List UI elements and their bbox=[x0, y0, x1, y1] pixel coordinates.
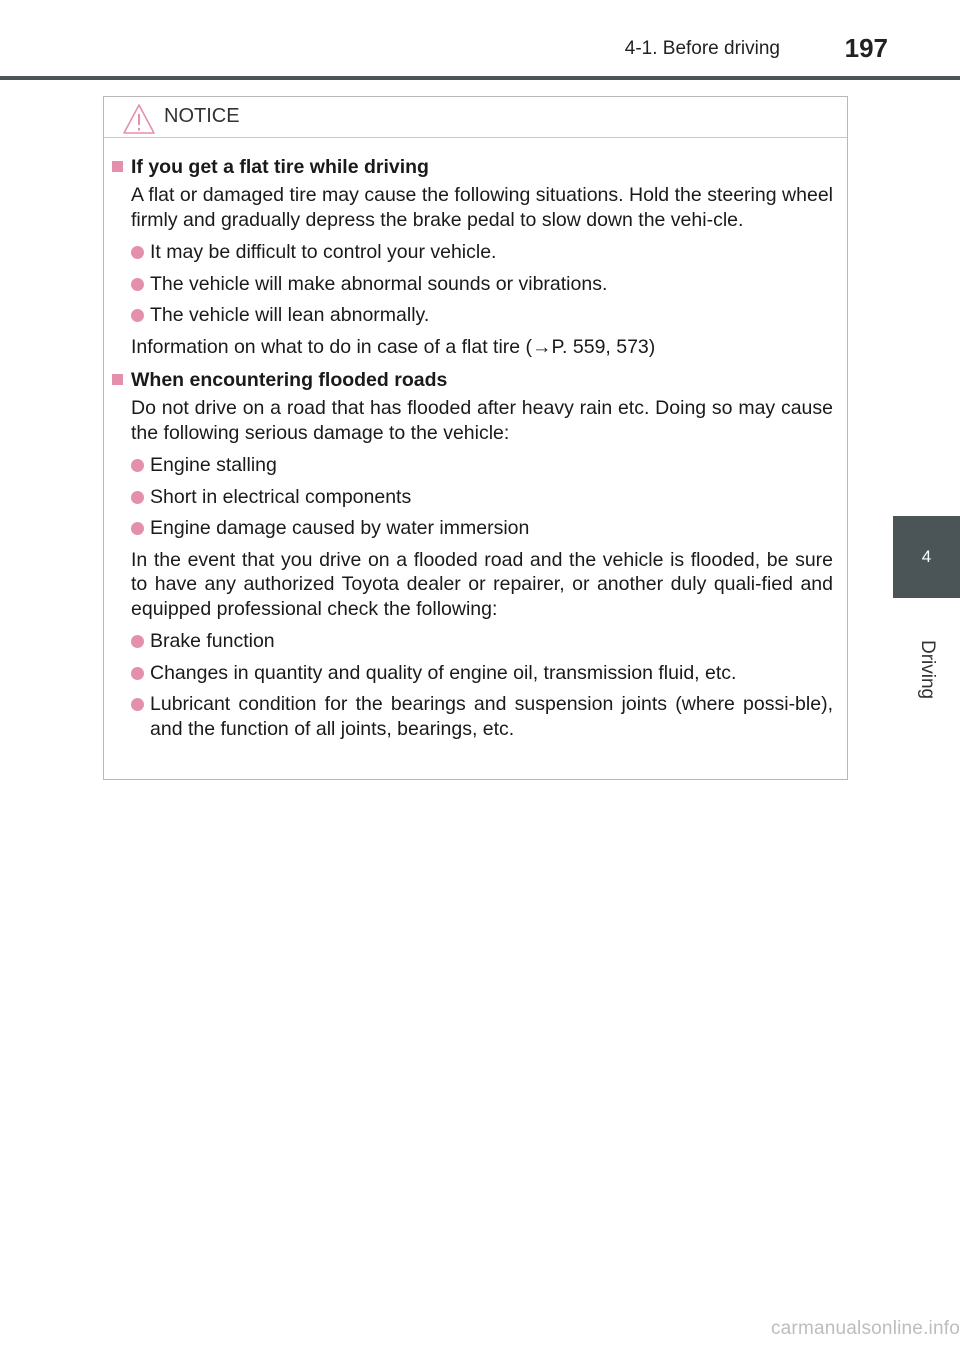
round-bullet-icon bbox=[131, 522, 144, 535]
round-bullet-icon bbox=[131, 278, 144, 291]
section-heading-text: If you get a flat tire while driving bbox=[131, 156, 429, 178]
section-title: 4-1. Before driving bbox=[624, 38, 780, 59]
section-heading-flat-tire bbox=[112, 154, 837, 180]
notice-header bbox=[104, 97, 847, 138]
warning-triangle-icon bbox=[122, 103, 156, 135]
notice-title: NOTICE bbox=[164, 104, 240, 127]
list-item-text: Changes in quantity and quality of engine oil, transmission fluid, etc. bbox=[150, 661, 737, 684]
list-item-text: Brake function bbox=[150, 630, 275, 652]
round-bullet-icon bbox=[131, 246, 144, 259]
list-item-text: Engine stalling bbox=[150, 454, 277, 476]
list-item-text: The vehicle will lean abnormally. bbox=[150, 304, 430, 326]
paragraph: In the event that you drive on a flooded road and the vehicle is flooded, be sure to have any authorized Toyota dealer or repairer, or another duly quali-fied and equipped professional check the following: bbox=[131, 548, 833, 620]
paragraph: A flat or damaged tire may cause the following situations. Hold the steering wheel firmly and gradually depress the brake pedal to slow down the vehi-cle. bbox=[131, 184, 833, 231]
chapter-tab[interactable] bbox=[893, 516, 960, 598]
list-item bbox=[131, 516, 833, 541]
chapter-title: Driving bbox=[917, 640, 938, 700]
square-bullet-icon bbox=[112, 374, 123, 385]
notice-body bbox=[104, 138, 847, 741]
list-item bbox=[131, 629, 833, 654]
notice-box bbox=[103, 96, 848, 780]
round-bullet-icon bbox=[131, 491, 144, 504]
list-item-text: It may be difficult to control your vehicle. bbox=[150, 241, 497, 263]
page-number: 197 bbox=[844, 33, 888, 63]
list-item bbox=[131, 661, 833, 686]
section-heading-text: When encountering flooded roads bbox=[131, 369, 448, 391]
list-item bbox=[131, 303, 833, 328]
chapter-number: 4 bbox=[921, 547, 932, 566]
round-bullet-icon bbox=[131, 667, 144, 680]
list-item bbox=[131, 692, 833, 741]
list-item-text: The vehicle will make abnormal sounds or vibrations. bbox=[150, 272, 608, 295]
watermark: carmanualsonline.info bbox=[770, 1318, 960, 1339]
paragraph-reference: Information on what to do in case of a flat tire (→P. 559, 573) bbox=[131, 335, 656, 358]
square-bullet-icon bbox=[112, 161, 123, 172]
header-rule bbox=[0, 76, 960, 80]
list-item-text: Lubricant condition for the bearings and suspension joints (where possi-ble), and the function of all joints, bearings, etc. bbox=[150, 693, 833, 740]
round-bullet-icon bbox=[131, 309, 144, 322]
section-heading-flooded-roads bbox=[112, 367, 837, 393]
list-item bbox=[131, 272, 833, 297]
list-item-text: Engine damage caused by water immersion bbox=[150, 517, 530, 539]
list-item-text: Short in electrical components bbox=[150, 485, 412, 508]
list-item bbox=[131, 453, 833, 478]
list-item bbox=[131, 240, 833, 265]
list-item bbox=[131, 485, 833, 510]
round-bullet-icon bbox=[131, 459, 144, 472]
round-bullet-icon bbox=[131, 635, 144, 648]
round-bullet-icon bbox=[131, 698, 144, 711]
paragraph: Do not drive on a road that has flooded after heavy rain etc. Doing so may cause the following serious damage to the vehicle: bbox=[131, 397, 833, 444]
